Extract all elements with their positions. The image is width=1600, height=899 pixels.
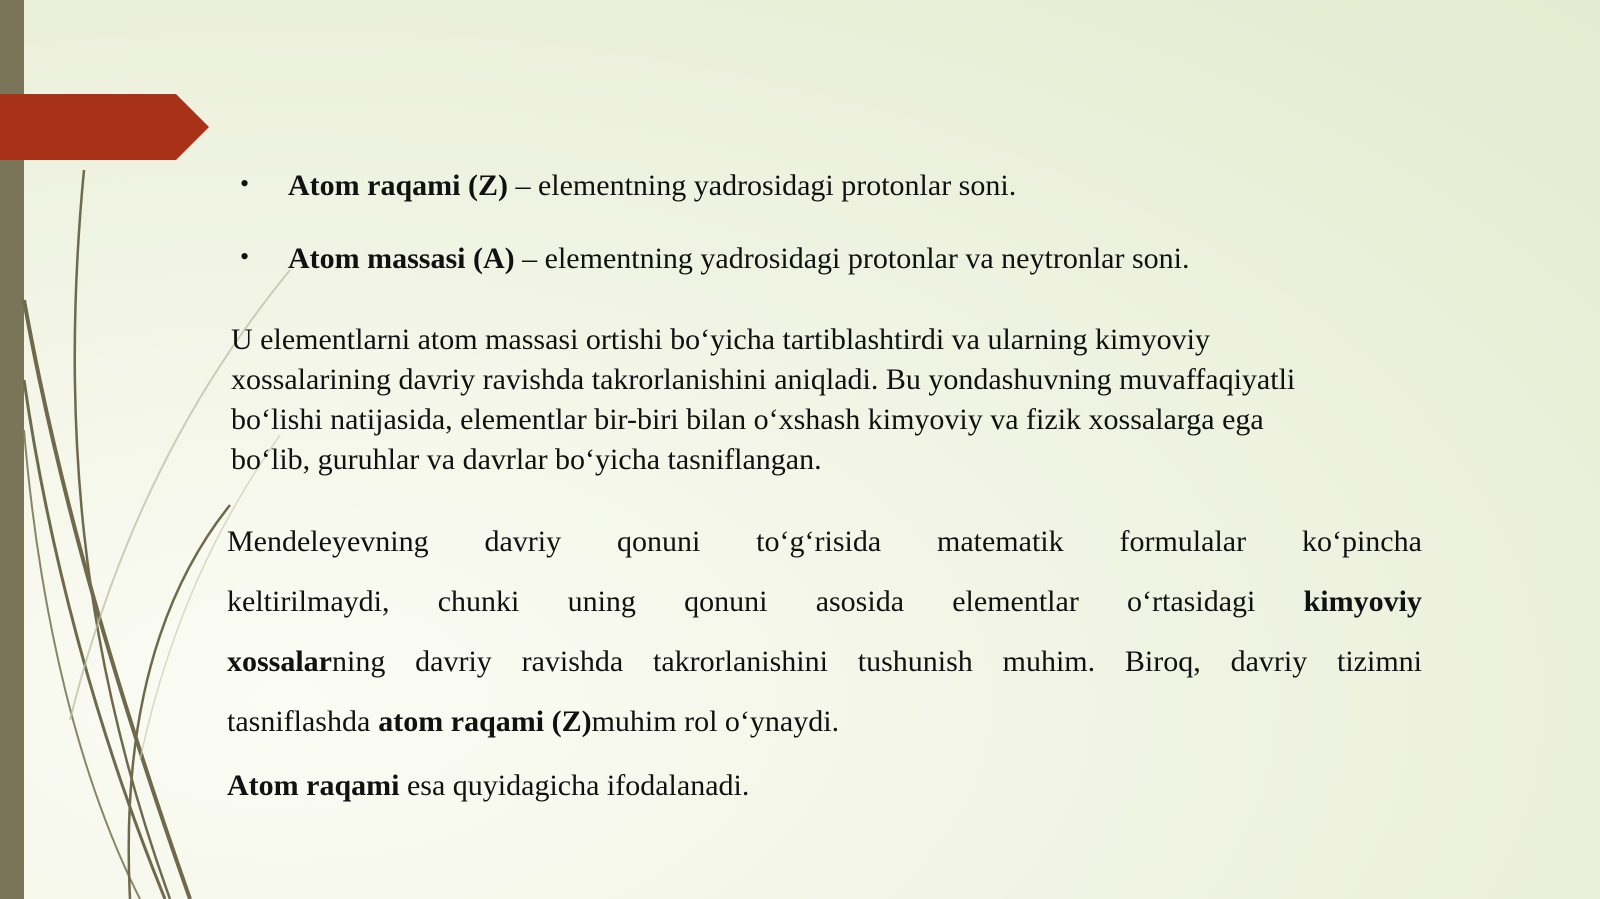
bullet-item-atom-number [240,166,1189,206]
word-bold: kimyoviy [1303,585,1422,618]
bullet-term: Atom massasi (A) [288,242,515,275]
word: keltirilmaydi, [227,585,390,618]
word: to‘g‘risida [756,525,882,558]
justified-line-3 [227,632,1422,692]
word: ravishda [521,645,624,678]
word: tizimni [1337,645,1422,678]
justified-line-2 [227,572,1422,632]
paragraph-line: bo‘lib, guruhlar va davrlar bo‘yicha tasniflangan. [231,443,822,476]
word: asosida [815,585,905,618]
word: tushunish [857,645,973,678]
word: uning [567,585,636,618]
word: elementlar [952,585,1079,618]
word: Mendeleyevning [227,525,429,558]
bullet-term: Atom raqami (Z) [288,169,508,202]
word: davriy [415,645,492,678]
word: o‘rtasidagi [1127,585,1256,618]
word-mixed [227,632,385,692]
word: Biroq, [1124,645,1201,678]
paragraph-mendeleev-ordering [231,320,1431,480]
word: matematik [937,525,1064,558]
word: davriy [484,525,562,558]
paragraph-line: xossalarining davriy ravishda takrorlanishini aniqladi. Bu yondashuvning muvaffaqiyatli [231,363,1296,396]
word-suffix: ning [332,645,386,678]
paragraph-periodic-law [227,512,1422,752]
bullet-definition: – elementning yadrosidagi protonlar soni. [507,169,1017,202]
bullet-list [240,166,1189,312]
justified-line-1 [227,512,1422,572]
paragraph-atom-number-expression [227,766,749,806]
word-bold: xossalar [227,645,332,678]
red-arrow-banner [0,94,210,160]
paragraph-line: U elementlarni atom massasi ortishi bo‘yicha tartiblashtirdi va ularning kimyoviy [231,323,1210,356]
bullet-definition: – elementning yadrosidagi protonlar va neytronlar soni. [514,242,1190,275]
word: davriy [1230,645,1308,678]
bullet-dot-icon: • [240,242,250,271]
word: formulalar [1119,525,1247,558]
line-text: tasniflashda [227,705,371,738]
word: muhim. [1002,645,1096,678]
word: takrorlanishini [653,645,828,678]
term-bold: Atom raqami [227,769,400,802]
line-bold-term: atom raqami (Z) [378,705,592,738]
paragraph-line: bo‘lishi natijasida, elementlar bir-biri bilan o‘xshash kimyoviy va fizik xossalarga ega [231,403,1264,436]
word: chunki [437,585,520,618]
bullet-dot-icon: • [240,169,250,198]
word: ko‘pincha [1301,525,1422,558]
word: qonuni [616,525,701,558]
word: qonuni [684,585,768,618]
justified-line-4 [227,692,1422,752]
line-text: muhim rol o‘ynaydi. [591,705,840,738]
sentence-rest: esa quyidagicha ifodalanadi. [399,769,750,802]
bullet-item-atom-mass [240,239,1189,279]
